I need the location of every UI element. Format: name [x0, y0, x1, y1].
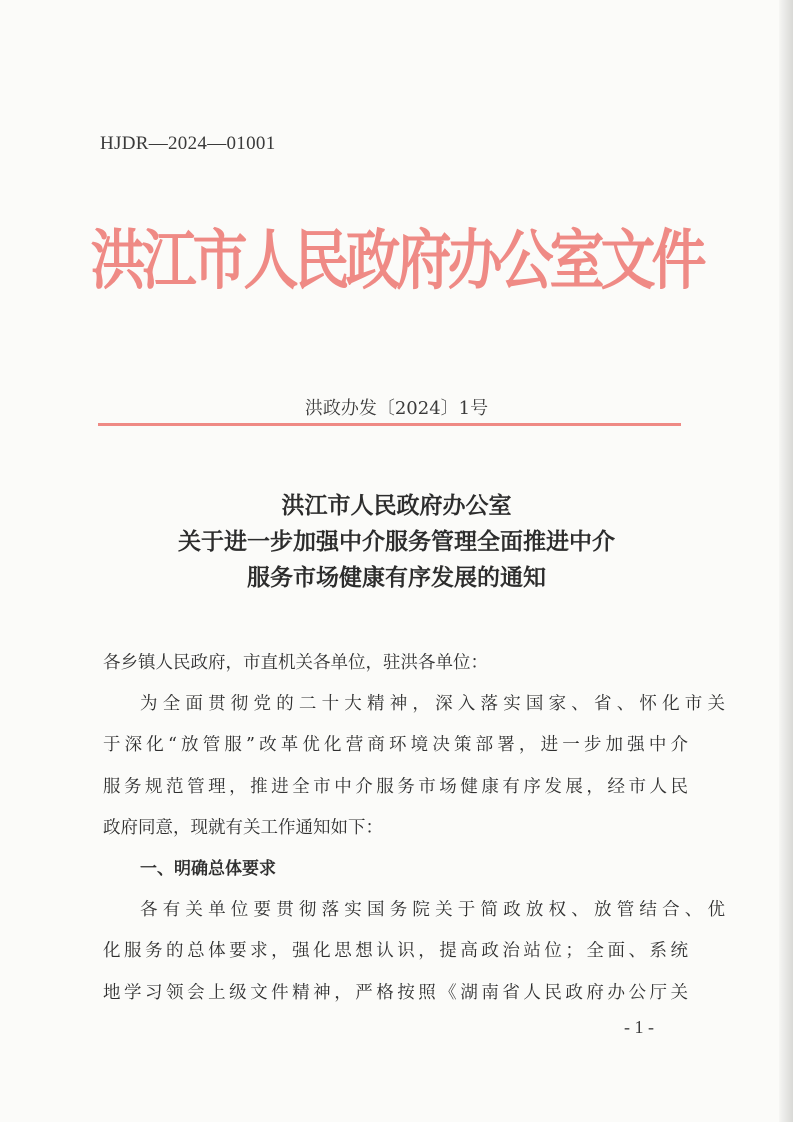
document-body — [103, 643, 725, 1014]
paragraph-line: 各有关单位要贯彻落实国务院关于简政放权、放管结合、优 — [140, 900, 725, 921]
title-line: 服务市场健康有序发展的通知 — [247, 565, 546, 591]
document-title — [0, 488, 793, 596]
paragraph-line: 服务规范管理，推进全市中介服务市场健康有序发展，经市人民 — [103, 776, 688, 797]
salutation: 各乡镇人民政府，市直机关各单位，驻洪各单位： — [103, 653, 488, 673]
paragraph-line: 于深化“放管服”改革优化营商环境决策部署，进一步加强中介 — [103, 735, 688, 756]
paragraph-line: 地学习领会上级文件精神，严格按照《湖南省人民政府办公厅关 — [103, 982, 688, 1003]
page-number: - 1 - — [624, 1017, 654, 1037]
title-line: 关于进一步加强中介服务管理全面推进中介 — [178, 529, 615, 555]
document-number: 洪政办发〔2024〕1号 — [304, 398, 489, 419]
paragraph-line: 化服务的总体要求，强化思想认识，提高政治站位；全面、系统 — [103, 941, 688, 962]
paragraph-line: 政府同意，现就有关工作通知如下： — [103, 817, 383, 838]
section-heading: 一、明确总体要求 — [140, 858, 276, 879]
masthead-title: 洪江市人民政府办公室文件 — [90, 221, 703, 298]
title-line: 洪江市人民政府办公室 — [281, 493, 512, 519]
paragraph-line: 为全面贯彻党的二十大精神，深入落实国家、省、怀化市关 — [140, 694, 725, 715]
document-code: HJDR—2024—01001 — [100, 133, 276, 154]
red-separator-line — [98, 423, 681, 426]
